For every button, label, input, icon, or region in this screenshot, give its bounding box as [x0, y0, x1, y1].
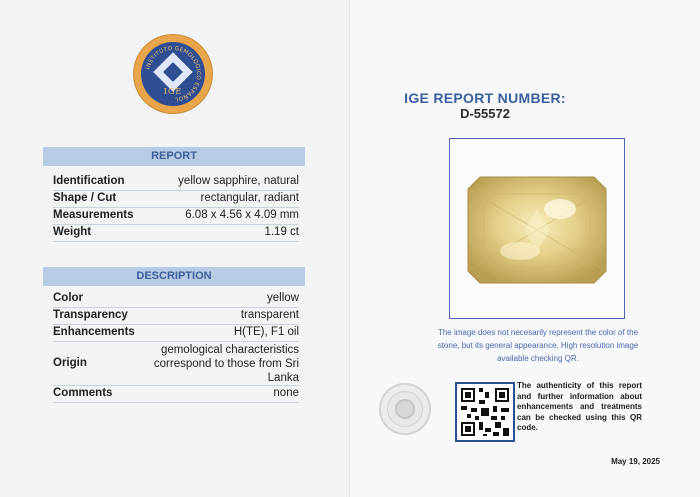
divider — [53, 207, 299, 208]
row-label: Comments — [53, 387, 113, 399]
row-value: transparent — [240, 309, 299, 321]
row-label: Origin — [53, 357, 87, 369]
gem-photo — [450, 139, 624, 318]
divider — [53, 307, 299, 308]
gem-photo-frame — [449, 138, 625, 319]
row-value: yellow — [267, 292, 299, 304]
logo-initials: IGE — [163, 87, 183, 96]
divider — [53, 190, 299, 191]
row-label: Weight — [53, 226, 92, 238]
row-label: Enhancements — [53, 326, 135, 338]
report-number: D-55572 — [460, 106, 510, 121]
row-label: Measurements — [53, 209, 134, 221]
row-value: 1.19 ct — [264, 226, 299, 238]
ige-logo-icon — [134, 35, 212, 113]
description-section-header: DESCRIPTION — [43, 267, 305, 286]
row-value: rectangular, radiant — [200, 192, 299, 204]
divider — [53, 385, 299, 386]
report-section-header: REPORT — [43, 147, 305, 166]
logo-ring-text: INSTITUTO GEMOLÓGICO ESPAÑOL — [145, 45, 202, 102]
row-label: Transparency — [53, 309, 128, 321]
divider — [53, 224, 299, 225]
row-label: Shape / Cut — [53, 192, 117, 204]
row-value: none — [273, 387, 299, 399]
divider — [53, 241, 299, 242]
divider — [53, 402, 299, 403]
divider — [53, 324, 299, 325]
seal-icon — [379, 383, 431, 435]
qr-authenticity-note: The authenticity of this report and further information about enhancements and treatments can be checked using this QR code. — [517, 381, 642, 432]
description-row-origin — [53, 343, 299, 385]
row-value: 6.08 x 4.56 x 4.09 mm — [185, 209, 299, 221]
report-number-title: IGE REPORT NUMBER: — [404, 90, 566, 106]
row-label: Color — [53, 292, 84, 304]
divider — [53, 341, 299, 342]
row-value: gemological characteristics correspond to those from Sri Lanka — [153, 344, 299, 384]
row-value: yellow sapphire, natural — [178, 175, 299, 187]
row-label: Identification — [53, 175, 125, 187]
report-date: May 19, 2025 — [611, 457, 660, 466]
row-value: H(TE), F1 oil — [233, 326, 299, 338]
qr-code-icon[interactable] — [455, 382, 515, 442]
photo-disclaimer: The image does not necesarily represent the color of the stone, but its general appearance. High resolution image available checking QR. — [437, 328, 639, 363]
